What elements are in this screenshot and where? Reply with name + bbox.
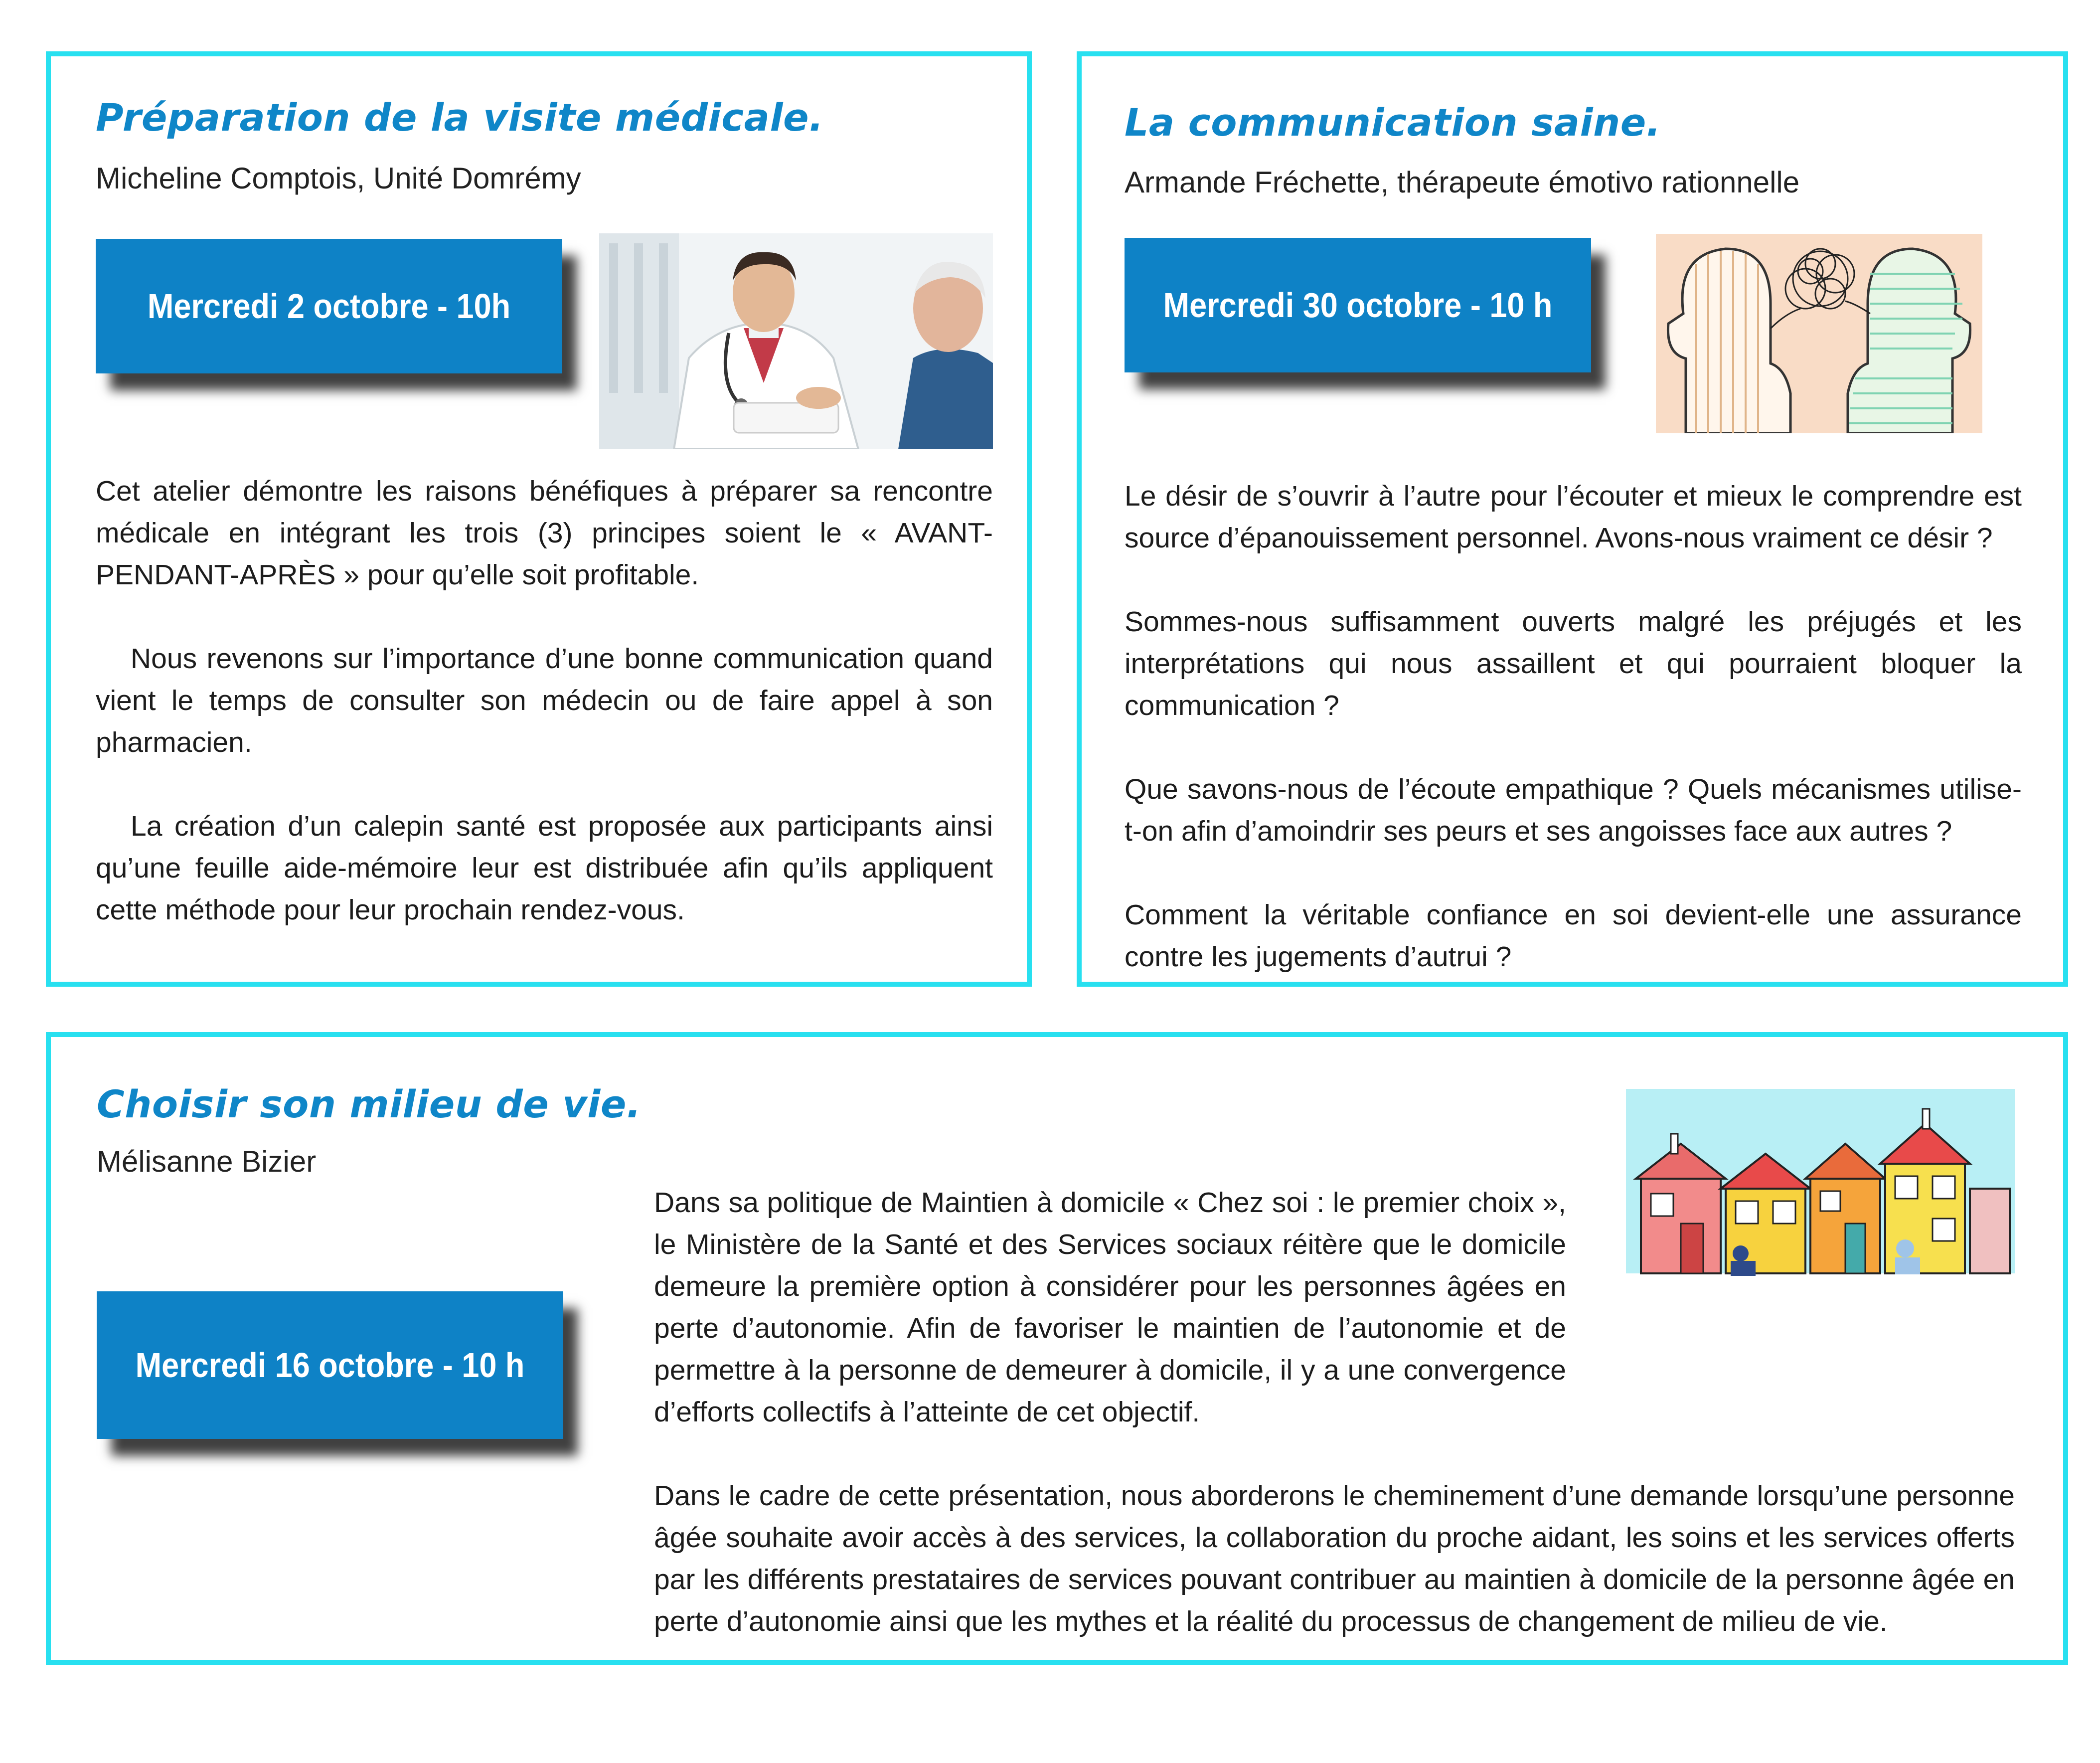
paragraph: Comment la véritable confiance en soi devient-elle une assurance contre les jugements d’autrui ? bbox=[1125, 899, 2022, 973]
panel-title: Choisir son milieu de vie. bbox=[97, 1082, 642, 1126]
paragraph: Que savons-nous de l’écoute empathique ? Quels mécanismes utilise-t-on afin d’amoindrir ses peurs et ses angoisses face aux autres ? bbox=[1125, 773, 2022, 847]
speaker-name: Armande Fréchette, thérapeute émotivo rationnelle bbox=[1125, 166, 1800, 199]
paragraph: Cet atelier démontre les raisons bénéfiques à préparer sa rencontre médicale en intégrant les trois (3) principes soient le « AVANT-PENDANT-APRÈS » pour qu’elle soit profitable. bbox=[96, 475, 993, 591]
panel-body bbox=[1125, 475, 2022, 978]
doctor-photo-svg bbox=[599, 233, 993, 449]
speaker-name: Micheline Comptois, Unité Domrémy bbox=[96, 162, 581, 195]
date-box: Mercredi 2 octobre - 10h bbox=[96, 239, 562, 373]
paragraph: Nous revenons sur l’importance d’une bonne communication quand vient le temps de consulter son médecin ou de faire appel à son pharmacien. bbox=[96, 643, 993, 758]
paragraph: Sommes-nous suffisamment ouverts malgré les préjugés et les interprétations qui nous assaillent et qui pourraient bloquer la communication ? bbox=[1125, 606, 2022, 721]
panel-body bbox=[96, 470, 993, 931]
panel-title: La communication saine. bbox=[1125, 100, 1661, 145]
paragraph: Dans sa politique de Maintien à domicile « Chez soi : le premier choix », le Ministère de la Santé et des Services sociaux réitère que le domicile demeure la première option à considérer pour les personnes âgées en perte d’autonomie. Afin de favoriser le maintien de l’autonomie et de permettre à la personne de demeurer à domicile, il y a une convergence d’efforts collectifs à l’atteinte de cet objectif. bbox=[654, 1187, 1566, 1428]
paragraph: La création d’un calepin santé est proposée aux participants ainsi qu’une feuille aide-mémoire leur est distribuée afin qu’ils appliquent cette méthode pour leur prochain rendez-vous. bbox=[96, 810, 993, 926]
workshop-panel-medical-visit bbox=[46, 51, 1032, 987]
speaker-name: Mélisanne Bizier bbox=[97, 1145, 317, 1178]
date-box: Mercredi 16 octobre - 10 h bbox=[97, 1291, 563, 1439]
date-box: Mercredi 30 octobre - 10 h bbox=[1125, 238, 1591, 372]
doctor-consultation-photo bbox=[599, 233, 993, 449]
two-heads-communication-illustration bbox=[1656, 234, 1982, 433]
paragraph: Dans le cadre de cette présentation, nous aborderons le cheminement d’une demande lorsqu’une personne âgée souhaite avoir accès à des services, la collaboration du proche aidant, les soins et les services offerts par les différents prestataires de services pouvant contribuer au maintien à domicile de la personne âgée en perte d’autonomie ainsi que les mythes et la réalité du processus de changement de milieu de vie. bbox=[654, 1480, 2015, 1637]
panel-title: Préparation de la visite médicale. bbox=[96, 95, 824, 140]
paragraph: Le désir de s’ouvrir à l’autre pour l’écouter et mieux le comprendre est source d’épanouissement personnel. Avons-nous vraiment ce désir ? bbox=[1125, 480, 2022, 554]
workshop-panel-communication bbox=[1077, 51, 2068, 987]
panel-body bbox=[654, 1182, 2015, 1642]
workshop-panel-living-environment bbox=[46, 1032, 2068, 1665]
communication-svg bbox=[1656, 234, 1982, 433]
